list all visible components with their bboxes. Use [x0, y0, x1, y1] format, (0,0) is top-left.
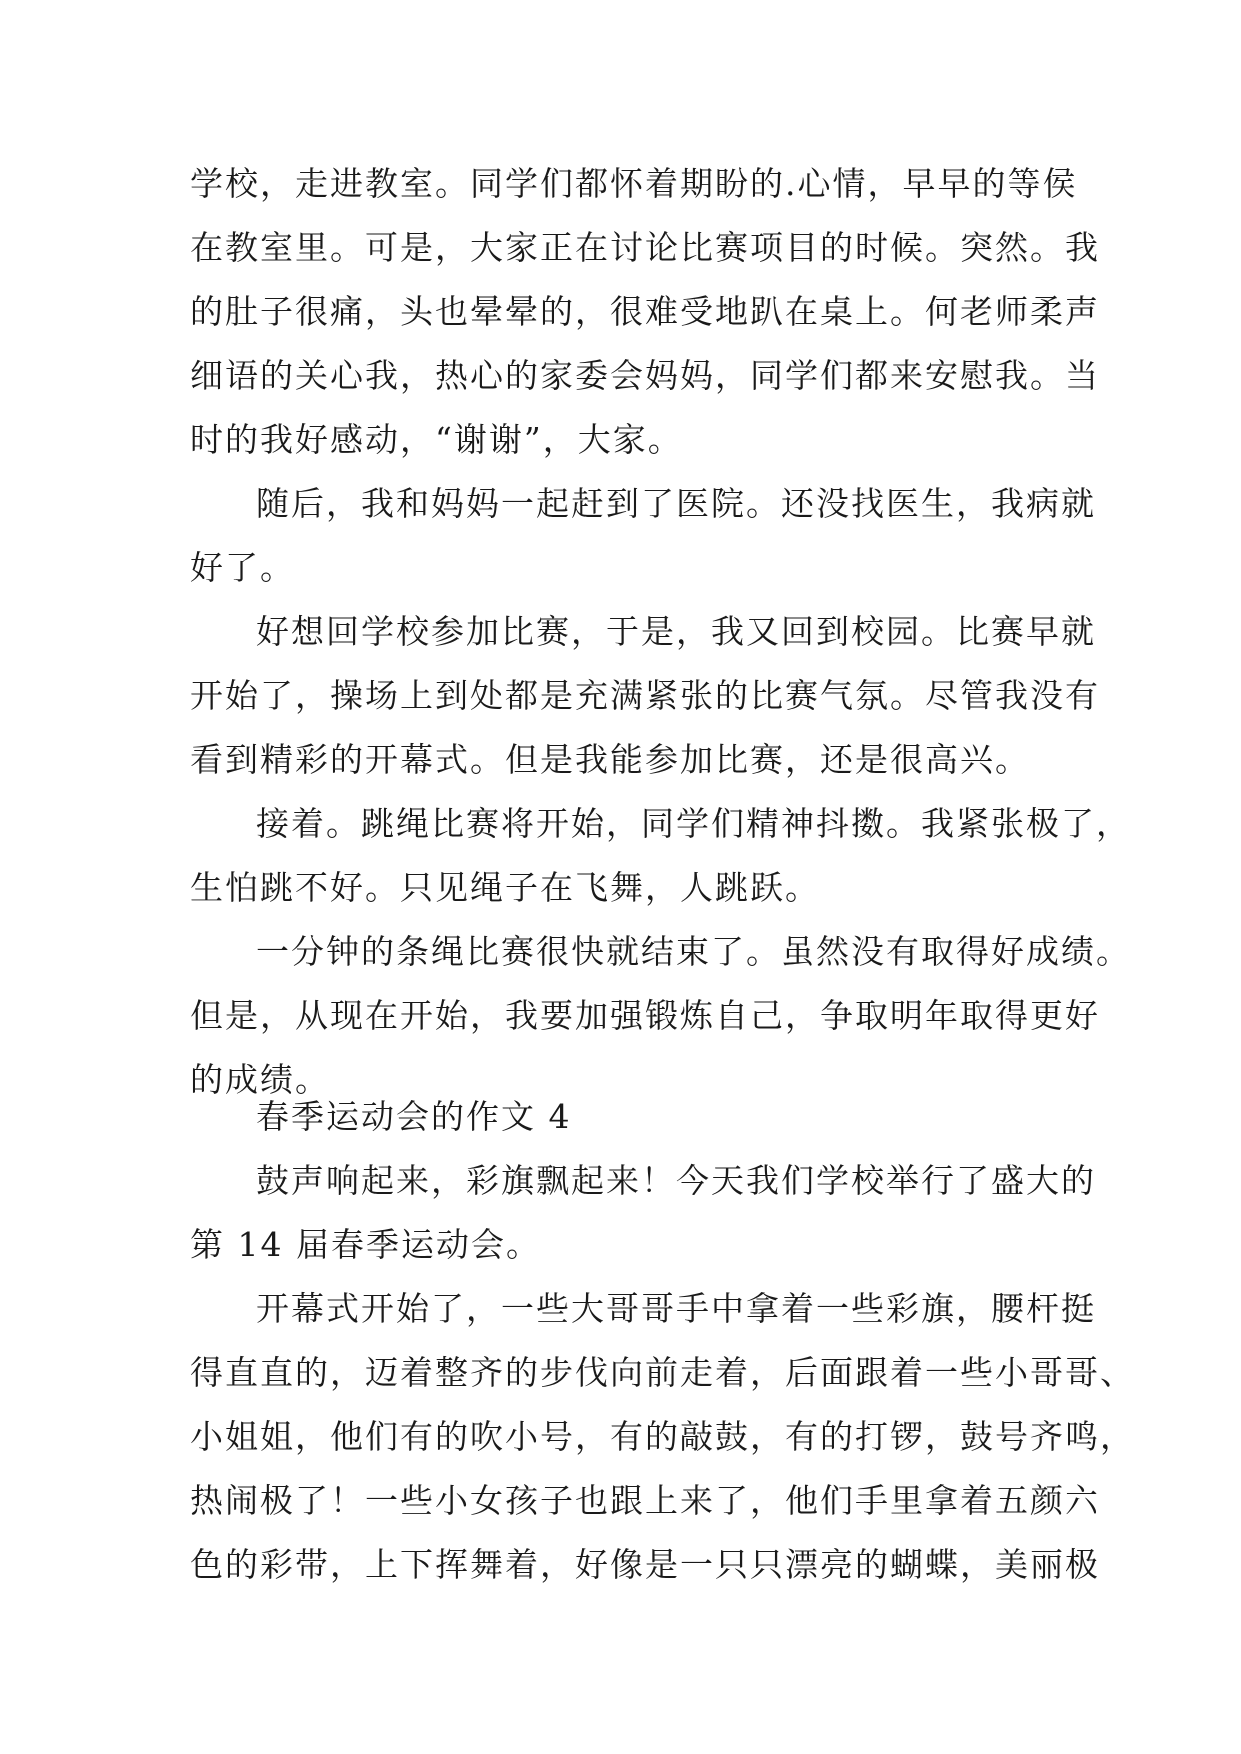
- paragraph-5: [190, 920, 1131, 1112]
- paragraph-3: [190, 600, 1100, 792]
- section-paragraph-2: [190, 1277, 1135, 1597]
- paragraph-1: [190, 152, 1100, 472]
- text-line: 色的彩带，上下挥舞着，好像是一只只漂亮的蝴蝶，美丽极: [190, 1545, 1100, 1584]
- text-line: 开始了，操场上到处都是充满紧张的比赛气氛。尽管我没有: [190, 676, 1100, 715]
- text-line: 细语的关心我，热心的家委会妈妈，同学们都来安慰我。当: [190, 356, 1100, 395]
- text-line: 生怕跳不好。只见绳子在飞舞，人跳跃。: [190, 868, 820, 907]
- text-line: 第 14 届春季运动会。: [190, 1225, 541, 1264]
- text-line: 得直直的，迈着整齐的步伐向前走着，后面跟着一些小哥哥、: [190, 1353, 1135, 1392]
- text-line: 好想回学校参加比赛，于是，我又回到校园。比赛早就: [256, 612, 1096, 651]
- text-line: 的肚子很痛，头也晕晕的，很难受地趴在桌上。何老师柔声: [190, 292, 1100, 331]
- text-line: 随后，我和妈妈一起赶到了医院。还没找医生，我病就: [256, 484, 1096, 523]
- text-line: 鼓声响起来，彩旗飘起来！今天我们学校举行了盛大的: [256, 1161, 1096, 1200]
- text-line: 的成绩。: [190, 1060, 330, 1099]
- section-paragraph-1: [190, 1149, 1096, 1277]
- text-line: 学校，走进教室。同学们都怀着期盼的.心情，早早的等侯: [190, 164, 1078, 203]
- text-line: 在教室里。可是，大家正在讨论比赛项目的时候。突然。我: [190, 228, 1100, 267]
- lower-text-block: [190, 1149, 1135, 1597]
- text-line: 但是，从现在开始，我要加强锻炼自己，争取明年取得更好: [190, 996, 1100, 1035]
- text-line: 一分钟的条绳比赛很快就结束了。虽然没有取得好成绩。: [256, 932, 1131, 971]
- text-line: 开幕式开始了，一些大哥哥手中拿着一些彩旗，腰杆挺: [256, 1289, 1096, 1328]
- text-line: 热闹极了！一些小女孩子也跟上来了，他们手里拿着五颜六: [190, 1481, 1100, 1520]
- upper-text-block: [190, 152, 1131, 1112]
- text-line: 时的我好感动，“谢谢”，大家。: [190, 420, 683, 459]
- paragraph-2: [190, 472, 1096, 600]
- paragraph-4: [190, 792, 1131, 920]
- text-line: 接着。跳绳比赛将开始，同学们精神抖擞。我紧张极了，: [256, 804, 1131, 843]
- text-line: 小姐姐，他们有的吹小号，有的敲鼓，有的打锣，鼓号齐鸣，: [190, 1417, 1135, 1456]
- text-line: 好了。: [190, 548, 295, 587]
- section-title: 春季运动会的作文 4: [256, 1097, 572, 1136]
- text-line: 看到精彩的开幕式。但是我能参加比赛，还是很高兴。: [190, 740, 1030, 779]
